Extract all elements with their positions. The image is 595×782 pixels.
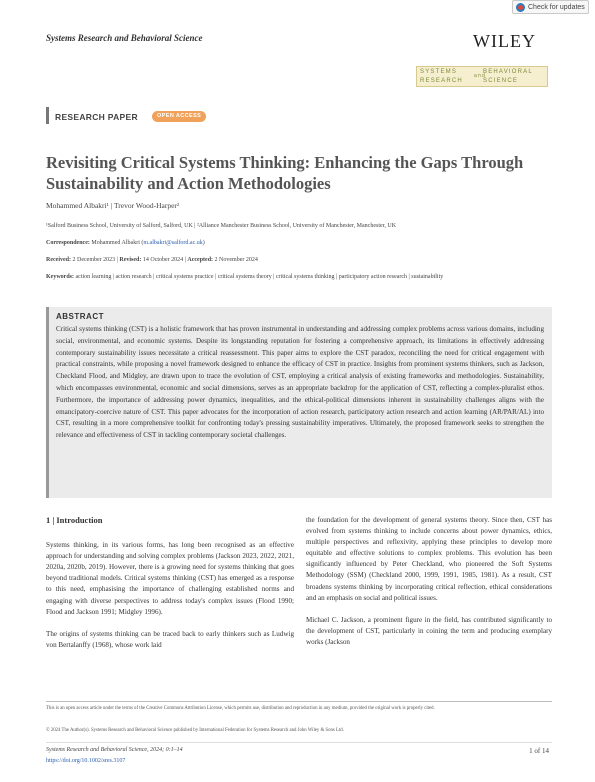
doi-link[interactable]: https://doi.org/10.1002/sres.3107 — [46, 758, 126, 764]
keywords-label: Keywords: — [46, 274, 74, 280]
footnote-divider — [46, 701, 552, 702]
logo-text: RESEARCH — [420, 78, 463, 84]
article-type: RESEARCH PAPER — [55, 112, 138, 122]
body-column-left — [46, 515, 294, 662]
check-for-updates-button[interactable] — [512, 0, 589, 14]
revised-label: Revised: — [119, 257, 142, 263]
body-paragraph: The origins of systems thinking can be traced back to early thinkers such as Ludwig von Bertalanffy (1968), whose work laid — [46, 629, 294, 649]
journal-logo — [416, 66, 548, 87]
copyright-note: © 2024 The Author(s). Systems Research and Behavioral Science published by International Federation for Systems Research and John Wiley & Sons Ltd. — [46, 728, 344, 733]
abstract-text: Critical systems thinking (CST) is a holistic framework that has proven instrumental in understanding and addressing complex problems across various domains, including social, environmental, and economic systems. Despite its longstanding reputation for fostering a comprehensive approach, its limitations in effectively addressing contemporary sustainability issues necessitate a critical reassessment. This paper aims to explore the CST paradox, reconciling the need for critical engagement with practical constraints, while proposing a novel framework designed to enhance the efficacy of CST in practice. Insights from prominent systems thinkers, such as Jackson, Checkland Flood, and Midgley, are drawn upon to trace the evolution of CST, employing a critical analysis of existing frameworks and methodologies. Sustainability, which encompasses environmental, economic and social dimensions, serves as an appropriate backdrop for the application of CST, reflecting a complex-pluralist ethos. Furthermore, the importance of addressing power dynamics, inequalities, and the ethical-political dimensions inherent in sustainability challenges aligns with the emancipatory-coercive nature of CST. This paper advocates for the incorporation of action research, participatory action research and action learning (AR/PAR/AL) into CST, resulting in a more comprehensive toolkit for confronting today's pressing sustainability imperatives. Ultimately, the proposed framework seeks to strengthen the relevance and effectiveness of CST in tackling contemporary societal challenges. — [56, 325, 544, 440]
affiliations: ¹Salford Business School, University of Salford, Salford, UK | ²Alliance Manchester Business School, University of Manchester, Manchester, UK — [46, 223, 397, 229]
logo-text: and — [474, 73, 486, 79]
body-column-right — [306, 515, 552, 659]
authors: Mohammed Albakri¹ | Trevor Wood-Harper² — [46, 201, 180, 210]
article-title: Revisiting Critical Systems Thinking: Enhancing the Gaps Through Sustainability and Action Methodologies — [46, 153, 524, 193]
article-type-bar — [46, 107, 49, 124]
accepted-label: Accepted: — [187, 257, 214, 263]
correspondence-text: Mohammed Albakri ( — [91, 240, 144, 246]
section-heading: 1 | Introduction — [46, 515, 103, 525]
page-number: 1 of 14 — [529, 747, 549, 755]
keywords-text: action learning | action research | critical systems practice | critical systems theory | critical systems thinking | participatory action research | sustainability — [75, 274, 444, 280]
body-paragraph: Michael C. Jackson, a prominent figure in the field, has contributed significantly to the development of CST, particularly in coining the term and producing exemplary works (Jackson — [306, 615, 552, 646]
abstract-box — [46, 307, 552, 498]
logo-text: BEHAVIORAL — [483, 69, 533, 75]
crossmark-icon — [516, 3, 525, 12]
footer-citation: Systems Research and Behavioral Science, 2024; 0:1–14 — [46, 747, 183, 753]
correspondence-label: Correspondence: — [46, 240, 90, 246]
correspondence-email-link[interactable]: m.albakri@salford.ac.uk — [143, 240, 203, 246]
body-paragraph: the foundation for the development of general systems theory. Since then, CST has evolved from systems thinking to include concerns about power dynamics, ethics, multiple perspectives and reflexivity, applying these principles to develop more equitable and effective solutions to complex problems. This evolution has been significantly influenced by Peter Checkland, who pioneered the Soft Systems Methodology (SSM) (Checkland 2000, 1999, 1991, 1985, 1981). As a result, CST broadens systems thinking by incorporating critical reflection, ethical considerations and an emphasis on social and political issues. — [306, 516, 552, 602]
correspondence — [46, 240, 205, 246]
logo-text: SCIENCE — [483, 78, 519, 84]
received-label: Received: — [46, 257, 71, 263]
correspondence-close: ) — [202, 240, 205, 246]
received-date: 2 December 2023 — [72, 257, 116, 263]
open-access-badge: OPEN ACCESS — [152, 111, 206, 122]
logo-text: SYSTEMS — [420, 69, 458, 75]
body-paragraph: Systems thinking, in its various forms, has long been recognised as an effective approach for understanding and solving complex problems (Jackson 2023, 2022, 2021, 2020a, 2020b, 2019). However, there is a growing need for systems thinking that goes beyond traditional models. Critical systems thinking (CST) has emerged as a response to this need, emphasising the importance of challenging established norms and engaging with diverse perspectives to address today's complex issues (Flood 1990; Flood and Jackson 1991; Midgley 1996). — [46, 541, 294, 616]
journal-name: Systems Research and Behavioral Science — [46, 33, 203, 43]
accepted-date: 2 November 2024 — [214, 257, 258, 263]
keywords — [46, 273, 551, 283]
footer-divider — [46, 742, 552, 743]
license-note: This is an open access article under the terms of the Creative Commons Attribution License, which permits use, distribution and reproduction in any medium, provided the original work is properly cited. — [46, 706, 435, 711]
article-dates: Received: 2 December 2023 | Revised: 14 October 2024 | Accepted: 2 November 2024 — [46, 257, 258, 263]
abstract-heading: ABSTRACT — [56, 312, 104, 321]
publisher-logo: WILEY — [473, 31, 536, 51]
revised-date: 14 October 2024 — [142, 257, 184, 263]
check-updates-label: Check for updates — [528, 3, 585, 11]
